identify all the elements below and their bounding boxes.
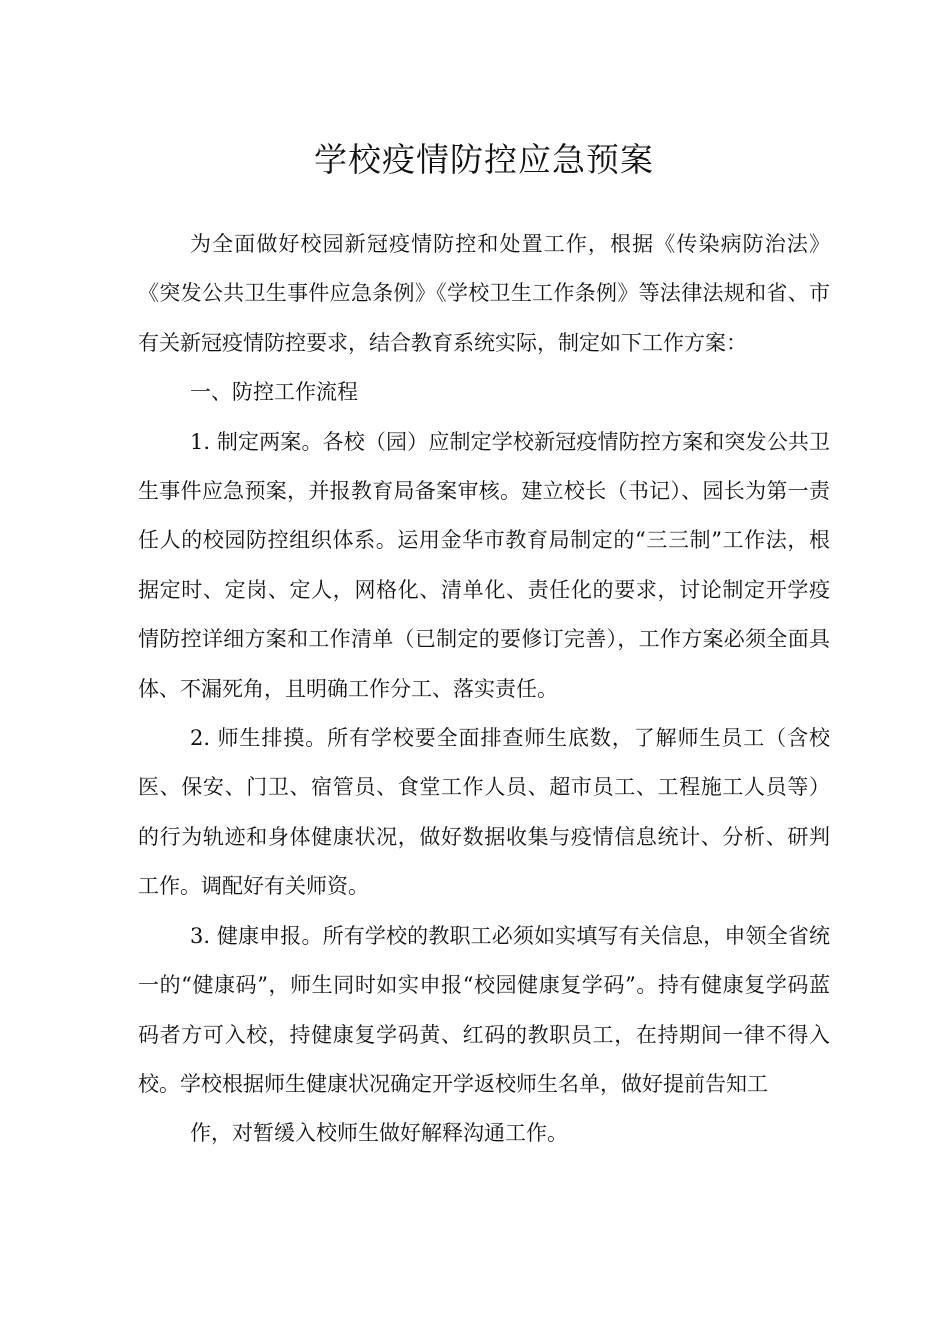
document-title: 学校疫情防控应急预案 [314, 140, 654, 179]
paragraph-item-3: 3. 健康申报。所有学校的教职工必须如实填写有关信息，申领全省统一的“健康码”，师生同时如实申报“校园健康复学码”。持有健康复学码蓝码者方可入校，持健康复学码黄、红码的教职员工，在持期间一律不得入校。学校根据师生健康状况确定开学返校师生名单，做好提前告知工 [138, 923, 830, 1096]
paragraph-item-2: 2. 师生排摸。所有学校要全面排查师生底数，了解师生员工（含校医、保安、门卫、宿管员、食堂工作人员、超市员工、工程施工人员等）的行为轨迹和身体健康状况，做好数据收集与疫情信息统计、分析、研判工作。调配好有关师资。 [138, 726, 830, 899]
paragraph-intro: 为全面做好校园新冠疫情防控和处置工作，根据《传染病防治法》《突发公共卫生事件应急条例》《学校卫生工作条例》等法律法规和省、市有关新冠疫情防控要求，结合教育系统实际，制定如下工作方案： [138, 232, 830, 355]
paragraph-continuation: 作，对暂缓入校师生做好解释沟通工作。 [190, 1121, 568, 1146]
document-body [138, 220, 830, 1159]
paragraph-item-1: 1. 制定两案。各校（园）应制定学校新冠疫情防控方案和突发公共卫生事件应急预案，并报教育局备案审核。建立校长（书记）、园长为第一责任人的校园防控组织体系。运用金华市教育局制定的“三三制”工作法，根据定时、定岗、定人，网格化、清单化、责任化的要求，讨论制定开学疫情防控详细方案和工作清单（已制定的要修订完善），工作方案必须全面具体、不漏死角，且明确工作分工、落实责任。 [138, 429, 830, 701]
section-heading: 一、防控工作流程 [190, 380, 358, 405]
